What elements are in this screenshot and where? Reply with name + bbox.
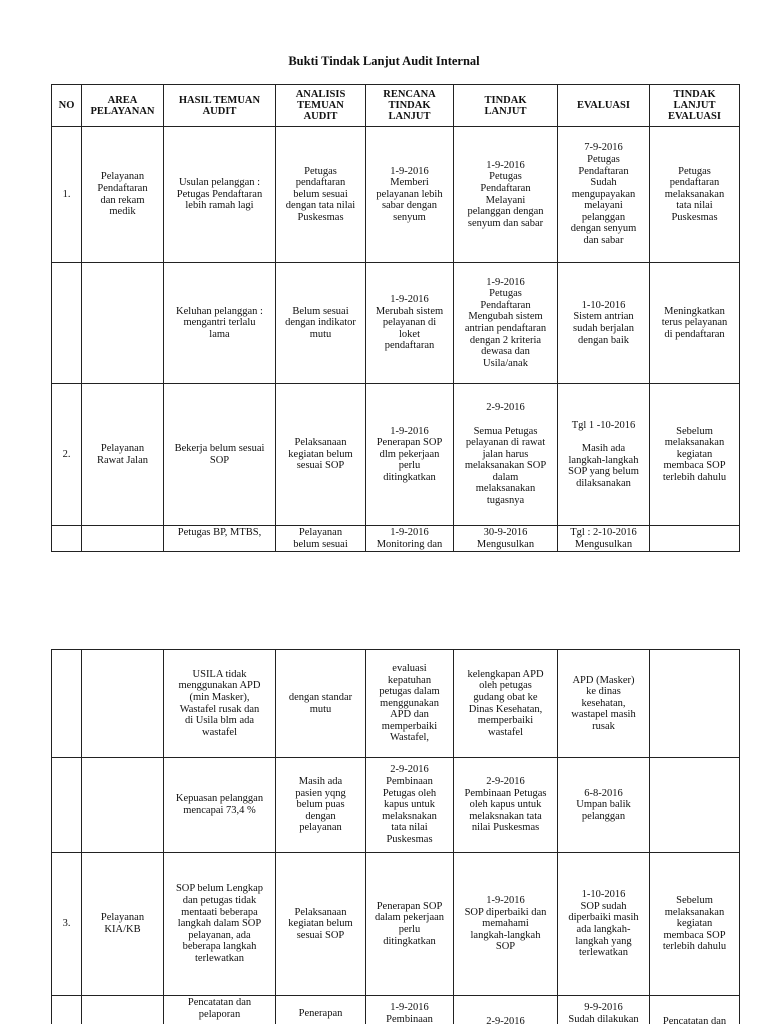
table-cell: USILA tidak menggunakan APD (min Masker), Wastafel rusak dan di Usila blm ada wastafel [164, 650, 276, 758]
table-cell: APD (Masker) ke dinas kesehatan, wastapel masih rusak [558, 650, 650, 758]
table-cell [52, 650, 82, 758]
table-cell [82, 996, 164, 1024]
table-cell: Penerapan SOP dalam pekerjaan perlu ditingkatkan [366, 853, 454, 996]
table-cell: Tgl 1 -10-2016 Masih ada langkah-langkah SOP yang belum dilaksanakan [558, 384, 650, 526]
table-cell: Petugas pendaftaran melaksanakan tata nilai Puskesmas [650, 127, 740, 263]
table-cell: 2-9-2016 Semua Petugas pelayanan di rawat jalan harus melaksanakan SOP dalam melaksanakan tugasnya [454, 384, 558, 526]
table-row [52, 263, 740, 384]
table-cell: Belum sesuai dengan indikator mutu [276, 263, 366, 384]
table-row [52, 996, 740, 1024]
table-cell: Petugas pendaftaran belum sesuai dengan tata nilai Puskesmas [276, 127, 366, 263]
table-cell [82, 263, 164, 384]
table-cell: 1-10-2016 SOP sudah diperbaiki masih ada langkah- langkah yang terlewatkan [558, 853, 650, 996]
table-row [52, 526, 740, 552]
header-tindak-evaluasi: TINDAK LANJUT EVALUASI [650, 85, 740, 127]
table-cell: 1-9-2016 Monitoring dan [366, 526, 454, 552]
table-header-row [52, 85, 740, 127]
table-cell: 7-9-2016 Petugas Pendaftaran Sudah mengupayakan melayani pelanggan dengan senyum dan sabar [558, 127, 650, 263]
table-cell: dengan standar mutu [276, 650, 366, 758]
table-cell [650, 758, 740, 853]
table-cell: Usulan pelanggan : Petugas Pendaftaran lebih ramah lagi [164, 127, 276, 263]
table-cell: Pencatatan dan [650, 996, 740, 1024]
header-tindak: TINDAK LANJUT [454, 85, 558, 127]
table-cell: Pelaksanaan kegiatan belum sesuai SOP [276, 384, 366, 526]
table-cell [52, 996, 82, 1024]
table-cell: Bekerja belum sesuai SOP [164, 384, 276, 526]
table-row [52, 650, 740, 758]
table-cell: Petugas BP, MTBS, [164, 526, 276, 552]
audit-table-bottom [51, 649, 740, 1024]
table-cell: 30-9-2016 Mengusulkan [454, 526, 558, 552]
table-cell: Kepuasan pelanggan mencapai 73,4 % [164, 758, 276, 853]
table-cell: Pelayanan Pendaftaran dan rekam medik [82, 127, 164, 263]
table-cell: 1-9-2016 SOP diperbaiki dan memahami langkah-langkah SOP [454, 853, 558, 996]
table-cell: Pelayanan belum sesuai [276, 526, 366, 552]
table-cell [82, 650, 164, 758]
page-title: Bukti Tindak Lanjut Audit Internal [288, 54, 480, 68]
table-cell: Penerapan [276, 996, 366, 1024]
table-cell: Sebelum melaksanakan kegiatan membaca SOP terlebih dahulu [650, 853, 740, 996]
table-cell: evaluasi kepatuhan petugas dalam menggunakan APD dan memperbaiki Wastafel, [366, 650, 454, 758]
table-cell: 1-9-2016 Petugas Pendaftaran Mengubah sistem antrian pendaftaran dengan 2 kriteria dewasa dan Usila/anak [454, 263, 558, 384]
table-cell: Pelayanan KIA/KB [82, 853, 164, 996]
table-cell: 1. [52, 127, 82, 263]
table-cell [82, 526, 164, 552]
table-cell [52, 263, 82, 384]
table-cell: Pelayanan Rawat Jalan [82, 384, 164, 526]
table-cell: 6-8-2016 Umpan balik pelanggan [558, 758, 650, 853]
table-cell: Sebelum melaksanakan kegiatan membaca SOP terlebih dahulu [650, 384, 740, 526]
table-row [52, 853, 740, 996]
table-cell: SOP belum Lengkap dan petugas tidak mentaati beberapa langkah dalam SOP pelayanan, ada beberapa langkah terlewatkan [164, 853, 276, 996]
header-hasil: HASIL TEMUAN AUDIT [164, 85, 276, 127]
table-cell: 1-10-2016 Sistem antrian sudah berjalan dengan baik [558, 263, 650, 384]
table-cell [650, 526, 740, 552]
table-cell: kelengkapan APD oleh petugas gudang obat ke Dinas Kesehatan, memperbaiki wastafel [454, 650, 558, 758]
header-no: NO [52, 85, 82, 127]
header-area: AREA PELAYANAN [82, 85, 164, 127]
table-cell: Keluhan pelanggan : mengantri terlalu lama [164, 263, 276, 384]
table-cell: 2-9-2016 Pembinaan Petugas oleh kapus untuk melaksnakan tata nilai Puskesmas [366, 758, 454, 853]
table-cell [52, 526, 82, 552]
table-cell: 1-9-2016 Pembinaan [366, 996, 454, 1024]
table-cell: 9-9-2016 Sudah dilakukan [558, 996, 650, 1024]
table-row [52, 127, 740, 263]
table-cell: 3. [52, 853, 82, 996]
table-cell: Meningkatkan terus pelayanan di pendaftaran [650, 263, 740, 384]
table-cell [650, 650, 740, 758]
header-analisis: ANALISIS TEMUAN AUDIT [276, 85, 366, 127]
table-cell: 1-9-2016 Penerapan SOP dlm pekerjaan perlu ditingkatkan [366, 384, 454, 526]
table-cell: Masih ada pasien yqng belum puas dengan pelayanan [276, 758, 366, 853]
table-cell [82, 758, 164, 853]
table-row [52, 758, 740, 853]
table-cell: 2-9-2016 Pembinaan Petugas oleh kapus untuk melaksnakan tata nilai Puskesmas [454, 758, 558, 853]
header-evaluasi: EVALUASI [558, 85, 650, 127]
table-cell: 2-9-2016 [454, 996, 558, 1024]
table-cell: 1-9-2016 Memberi pelayanan lebih sabar dengan senyum [366, 127, 454, 263]
table-cell: 1-9-2016 Petugas Pendaftaran Melayani pelanggan dengan senyum dan sabar [454, 127, 558, 263]
audit-table-top [51, 84, 740, 552]
header-rencana: RENCANA TINDAK LANJUT [366, 85, 454, 127]
table-cell [52, 758, 82, 853]
table-cell: 1-9-2016 Merubah sistem pelayanan di loket pendaftaran [366, 263, 454, 384]
table-cell: Pencatatan dan pelaporan [164, 996, 276, 1024]
table-cell: Tgl : 2-10-2016 Mengusulkan [558, 526, 650, 552]
table-cell: 2. [52, 384, 82, 526]
table-row [52, 384, 740, 526]
table-cell: Pelaksanaan kegiatan belum sesuai SOP [276, 853, 366, 996]
